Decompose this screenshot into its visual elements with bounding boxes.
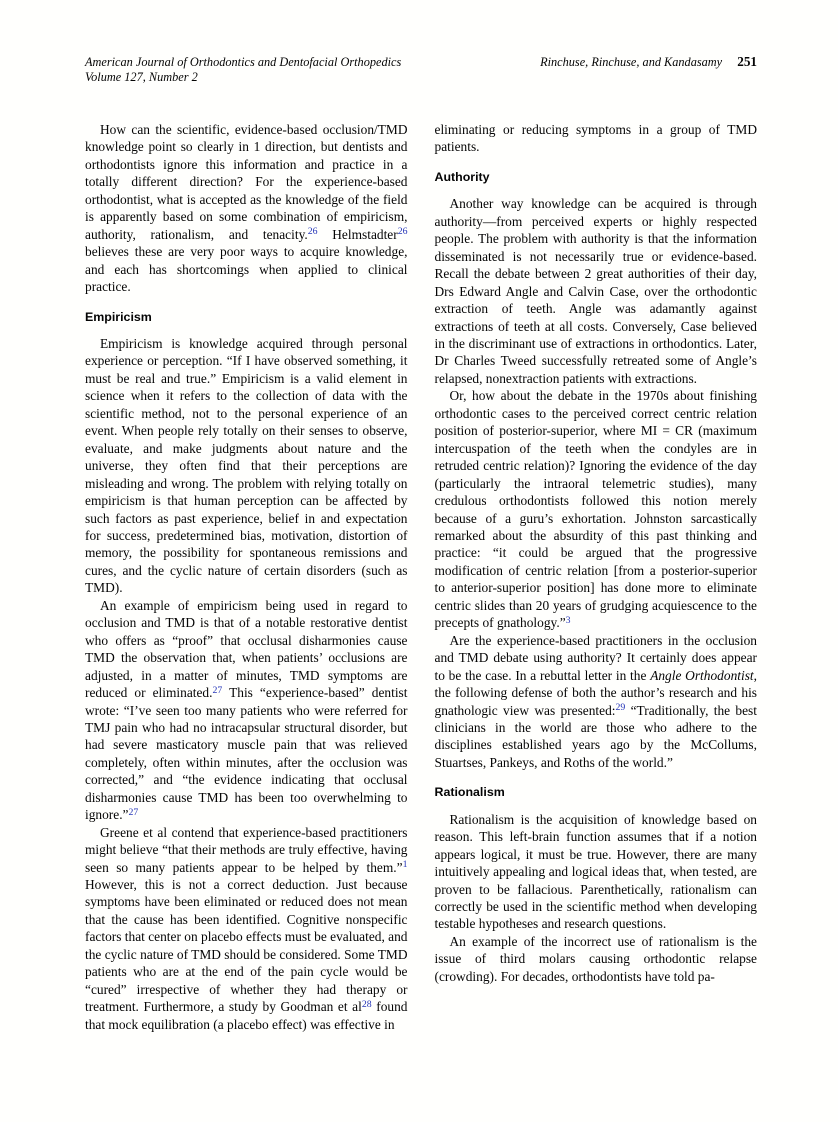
paragraph [435,387,758,631]
journal-title: American Journal of Orthodontics and Dentofacial Orthopedics [85,55,402,69]
paragraph [85,824,408,1033]
text-run: found that mock equilibration (a placebo effect) was effective in [85,999,408,1032]
reference-link[interactable]: 26 [307,226,318,238]
paragraph [435,195,758,387]
section-heading: Rationalism [434,785,505,800]
journal-info [85,55,401,84]
text-run: Empiricism is knowledge acquired through personal experience or perception. “If I have observed something, it must be real and true.” Empiricism is a valid element in science when it refers to the collection of data with the scientific method, not to the personal experience of an event. When people rely totally on their senses to observe, evaluate, and make judgments about nature and the universe, they often find that their perceptions are misleading and wrong. The problem with relying totally on empiricism is that human perception can be affected by such factors as past experience, belief in and expectation for success, predetermined bias, motivation, distortion of memory, the possibility for spontaneous remissions and cures, and the cyclic nature of certain disorders (such as TMD). [85,335,408,596]
left-column [85,121,408,1033]
paragraph [85,597,408,824]
paragraph [85,335,408,597]
page-header [85,55,757,84]
text-run: Helmstadter [317,226,398,242]
running-head [540,55,757,70]
text-run: Rationalism is the acquisition of knowledge based on reason. This left-brain function assumes that if a notion appears logical, it must be true. However, there are many intuitively appealing and logical ideas that, when tested, are proven to be fallacious. Parenthetically, rationalism can correctly be used in the scientific method when developing testable hypotheses and research questions. [434,811,757,932]
reference-link[interactable]: 27 [128,806,139,818]
text-run: An example of the incorrect use of rationalism is the issue of third molars causing orthodontic relapse (crowding). For decades, orthodontists have told pa- [434,933,757,984]
text-run: , the following defense of both the author’s research and his gnathologic view was presented: [434,667,757,718]
text-run: How can the scientific, evidence-based occlusion/TMD knowledge point so clearly in 1 direction, but dentists and orthodontists ignore this information and practice in a totally different direction? For the experience-based orthodontist, what is accepted as the knowledge of the field is apparently based on some combination of empiricism, authority, rationalism, and tenacity. [85,122,408,242]
article-body [85,121,757,1033]
reference-link[interactable]: 28 [361,998,372,1010]
text-run: This “experience-based” dentist wrote: “I’ve seen too many patients who were referred for TMJ pain who had no intracapsular structural disorder, but had severe masticatory muscle pain that was relieved completely, often within minutes, after the occlusion was corrected,” and “the evidence indicating that occlusal disharmonies cause TMD has been too overwhelming to ignore.” [85,685,408,823]
paragraph [435,121,758,156]
reference-link[interactable]: 29 [615,702,626,713]
reference-link[interactable]: 3 [565,614,571,626]
volume-info: Volume 127, Number 2 [85,69,198,84]
paragraph [435,933,758,985]
reference-link[interactable]: 27 [212,684,223,696]
text-run: However, this is not a correct deduction. Just because symptoms have been eliminated or reduced does not mean that the cause has been identified. Cognitive nonspecific factors that center on placebo effects must be evaluated, and the cyclic nature of TMD should be considered. Some TMD patients who are at the end of the pain cycle would be “cured” irrespective of whether they had therapy or treatment. Furthermore, a study by Goodman et al [85,877,408,1015]
paragraph [435,632,758,772]
text-run: believes these are very poor ways to acquire knowledge, and each has shortcomings when applied to clinical practice. [85,244,408,295]
text-run: Another way knowledge can be acquired is through authority—from perceived experts or highly respected people. The problem with authority is that the information disseminated is not necessarily true or evidence-based. Recall the debate between 2 great authorities of their day, Drs Edward Angle and Calvin Case, over the orthodontic extraction of teeth. Angle was adamantly against extractions of teeth at all costs. Conversely, Case believed in the discriminant use of extractions in orthodontics. Later, Dr Charles Tweed successfully retreated some of Angle’s relapsed, nonextraction patients with extractions. [434,196,757,386]
section-heading: Empiricism [85,309,152,324]
paragraph [85,121,408,296]
text-run: eliminating or reducing symptoms in a group of TMD patients. [434,122,757,155]
text-run: Or, how about the debate in the 1970s about finishing orthodontic cases to the perceived correct centric relation position of posterior-superior, where MI = CR (maximum intercuspation of the teeth when the condyles are in retruded centric relation)? Ignoring the evidence of the day (particularly the intraoral telemetric studies), many credulous orthodontists followed this notion merely because of a guru’s exhortation. Johnston sarcastically remarked about the absurdity of this past thinking and practice: “it could be argued that the progressive modification of centric relation [from a posterior-superior to anterior-superior position] has done more to eliminate centric slides than 20 years of grudging acquiescence to the precepts of gnathology.” [434,388,757,631]
reference-link[interactable]: 1 [402,859,408,871]
text-run: “Traditionally, the best clinicians in the world are those who adhere to the disciplines established years ago by the McCollums, Stuartses, Pankeys, and Roths of the world.” [434,702,757,770]
right-column [435,121,758,1033]
reference-link[interactable]: 26 [397,226,408,238]
running-authors: Rinchuse, Rinchuse, and Kandasamy [540,55,723,69]
text-run: An example of empiricism being used in regard to occlusion and TMD is that of a notable restorative dentist who offers as “proof” that occlusal disharmonies cause TMD the observation that, when patients’ occlusions are adjusted, in a matter of minutes, TMD symptoms are reduced or eliminated. [85,597,408,701]
text-run: Greene et al contend that experience-based practitioners might believe “that their methods are truly effective, having seen so many patients appear to be helped by them.” [85,824,408,875]
section-heading: Authority [434,169,490,184]
paragraph [435,811,758,933]
italic-text: Angle Orthodontist [650,667,754,683]
text-run: Are the experience-based practitioners in the occlusion and TMD debate using authority? It certainly does appear to be the case. In a rebuttal letter in the [434,632,757,683]
page-number: 251 [737,54,757,69]
